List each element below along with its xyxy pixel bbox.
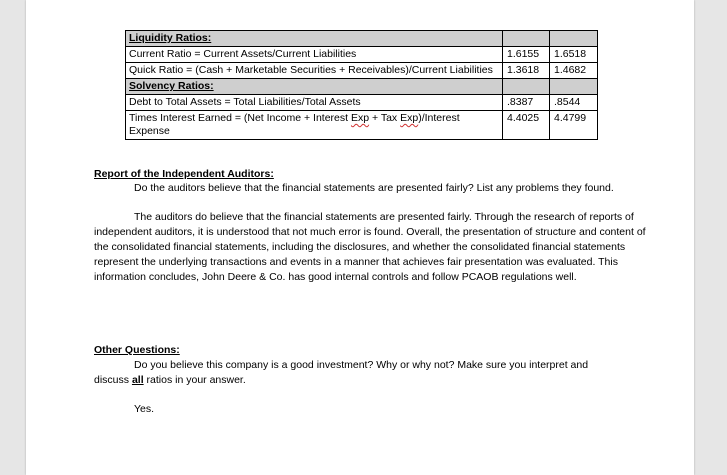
table-row <box>126 63 598 79</box>
ratio-table <box>125 30 598 140</box>
table-row <box>126 47 598 63</box>
other-answer: Yes. <box>134 403 155 415</box>
spellcheck-word[interactable]: Exp <box>350 112 370 124</box>
solvency-section-row <box>126 79 598 95</box>
debt-ratio-value-1: .8387 <box>503 95 550 111</box>
quick-ratio-value-2: 1.4682 <box>550 63 598 79</box>
table-row <box>126 111 598 140</box>
table-row <box>126 95 598 111</box>
current-ratio-label: Current Ratio = Current Assets/Current Liabilities <box>126 47 503 63</box>
quick-ratio-value-1: 1.3618 <box>503 63 550 79</box>
other-questions-heading: Other Questions: <box>94 344 180 356</box>
current-ratio-value-2: 1.6518 <box>550 47 598 63</box>
solvency-heading: Solvency Ratios: <box>126 79 503 95</box>
debt-ratio-label: Debt to Total Assets = Total Liabilities/Total Assets <box>126 95 503 111</box>
other-question: Do you believe this company is a good investment? Why or why not? Make sure you interpret and discuss all ratios in your answer. <box>94 359 589 386</box>
quick-ratio-label: Quick Ratio = (Cash + Marketable Securities + Receivables)/Current Liabilities <box>126 63 503 79</box>
emphasis-all: all <box>131 374 144 386</box>
liquidity-section-row <box>126 31 598 47</box>
tie-ratio-label: Times Interest Earned = (Net Income + Interest Exp + Tax Exp)/Interest Expense <box>126 111 503 140</box>
auditors-heading: Report of the Independent Auditors: <box>94 168 274 180</box>
tie-ratio-value-2: 4.4799 <box>550 111 598 140</box>
current-ratio-value-1: 1.6155 <box>503 47 550 63</box>
document-page <box>26 0 694 475</box>
auditors-question: Do the auditors believe that the financial statements are presented fairly? List any problems they found. <box>134 182 614 194</box>
auditors-answer: The auditors do believe that the financial statements are presented fairly. Through the research of reports of independent auditors, it is understood that not much error is found. Overall, the presentation of structure and content of the consolidated financial statements, including the disclosures, and whether the consolidated financial statements represent the underlying transactions and events in a manner that achieves fair presentation was evaluated. This information concludes, John Deere & Co. has good internal controls and follow PCAOB regulations well. <box>94 211 646 283</box>
liquidity-heading: Liquidity Ratios: <box>126 31 503 47</box>
spellcheck-word[interactable]: Exp <box>400 112 419 124</box>
tie-ratio-value-1: 4.4025 <box>503 111 550 140</box>
debt-ratio-value-2: .8544 <box>550 95 598 111</box>
